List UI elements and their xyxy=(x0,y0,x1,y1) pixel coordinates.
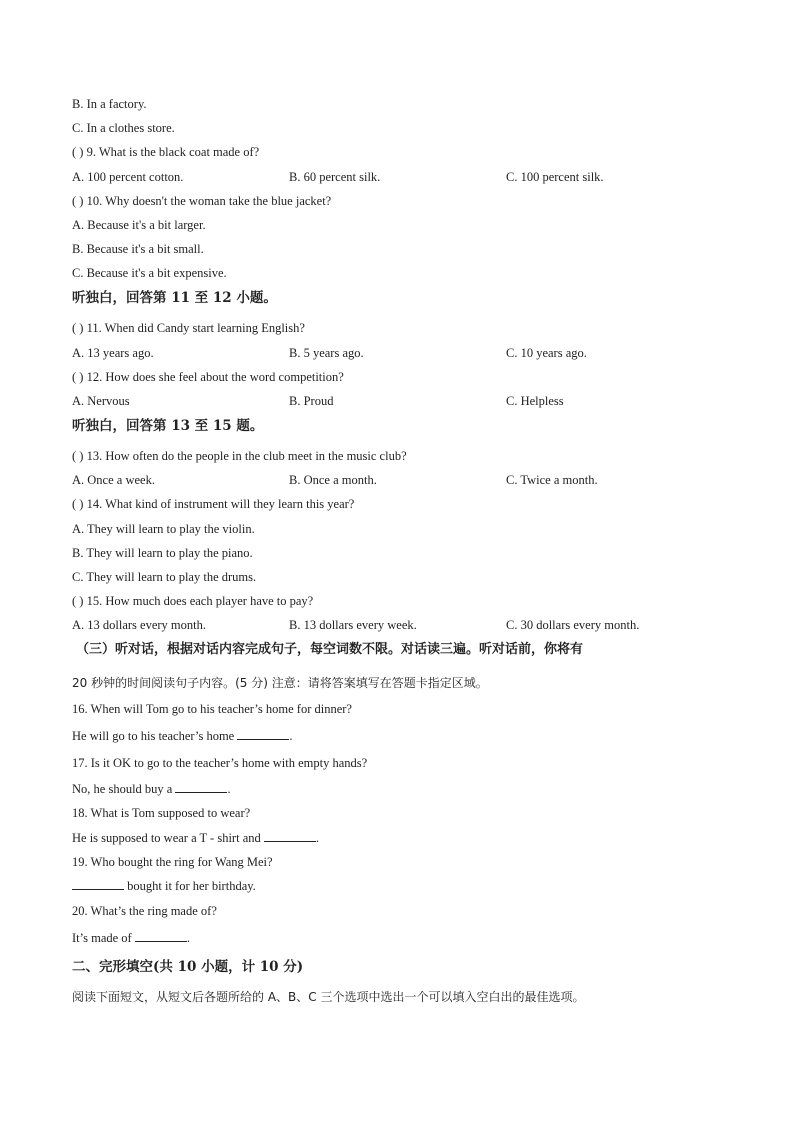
q10-option-c: C. Because it's a bit expensive. xyxy=(72,266,227,280)
q14-option-a: A. They will learn to play the violin. xyxy=(72,522,255,536)
answer-16-text: He will go to his teacher’s home xyxy=(72,729,235,743)
question-15: ( ) 15. How much does each player have to pay? xyxy=(72,594,314,608)
q12-option-c: C. Helpless xyxy=(506,394,564,408)
q14-option-c: C. They will learn to play the drums. xyxy=(72,570,257,584)
section-heading-cloze: 二、完形填空(共 10 小题，计 10 分) xyxy=(72,959,304,975)
answer-20 xyxy=(72,930,190,946)
answer-16-blank[interactable] xyxy=(237,728,289,740)
question-11: ( ) 11. When did Candy start learning English? xyxy=(72,321,305,335)
section-heading-11-12: 听独白，回答第 11 至 12 小题。 xyxy=(72,290,277,306)
q9-option-c: C. 100 percent silk. xyxy=(506,170,604,184)
q11-options xyxy=(72,345,722,361)
answer-18-blank[interactable] xyxy=(264,830,316,842)
question-9: ( ) 9. What is the black coat made of? xyxy=(72,145,260,159)
question-14: ( ) 14. What kind of instrument will they learn this year? xyxy=(72,497,355,511)
q9-options xyxy=(72,169,722,185)
question-12: ( ) 12. How does she feel about the word competition? xyxy=(72,370,344,384)
q8-option-b: B. In a factory. xyxy=(72,97,147,111)
q10-option-b: B. Because it's a bit small. xyxy=(72,242,204,256)
question-16: 16. When will Tom go to his teacher’s home for dinner? xyxy=(72,702,352,716)
q13-option-c: C. Twice a month. xyxy=(506,473,598,487)
answer-18 xyxy=(72,830,319,846)
q15-options xyxy=(72,617,722,633)
q8-option-c: C. In a clothes store. xyxy=(72,121,175,135)
question-13: ( ) 13. How often do the people in the club meet in the music club? xyxy=(72,449,407,463)
answer-17 xyxy=(72,781,231,797)
answer-16 xyxy=(72,728,292,744)
answer-18-period: . xyxy=(315,831,319,845)
q13-option-a: A. Once a week. xyxy=(72,473,155,487)
answer-20-text: It’s made of xyxy=(72,931,132,945)
q9-option-a: A. 100 percent cotton. xyxy=(72,170,184,184)
q13-option-b: B. Once a month. xyxy=(289,473,377,487)
q11-option-a: A. 13 years ago. xyxy=(72,346,154,360)
answer-20-period: . xyxy=(186,931,190,945)
question-10: ( ) 10. Why doesn't the woman take the blue jacket? xyxy=(72,194,332,208)
q15-option-c: C. 30 dollars every month. xyxy=(506,618,640,632)
section-heading-part3: （三）听对话，根据对话内容完成句子，每空词数不限。对话读三遍。听对话前，你将有 xyxy=(76,642,584,657)
answer-19-text: bought it for her birthday. xyxy=(127,879,256,893)
question-17: 17. Is it OK to go to the teacher’s home with empty hands? xyxy=(72,756,368,770)
answer-16-period: . xyxy=(289,729,293,743)
q11-option-c: C. 10 years ago. xyxy=(506,346,587,360)
q15-option-b: B. 13 dollars every week. xyxy=(289,618,417,632)
q12-option-b: B. Proud xyxy=(289,394,334,408)
answer-17-text: No, he should buy a xyxy=(72,782,173,796)
cloze-instructions: 阅读下面短文，从短文后各题所给的 A、B、C 三个选项中选出一个可以填入空白出的最佳选项。 xyxy=(72,990,585,1004)
answer-18-text: He is supposed to wear a T - shirt and xyxy=(72,831,261,845)
answer-20-blank[interactable] xyxy=(135,930,187,942)
q10-option-a: A. Because it's a bit larger. xyxy=(72,218,206,232)
q9-option-b: B. 60 percent silk. xyxy=(289,170,381,184)
question-20: 20. What’s the ring made of? xyxy=(72,904,217,918)
q14-option-b: B. They will learn to play the piano. xyxy=(72,546,253,560)
section-heading-13-15: 听独白，回答第 13 至 15 题。 xyxy=(72,418,264,434)
q13-options xyxy=(72,472,722,488)
q12-option-a: A. Nervous xyxy=(72,394,130,408)
question-18: 18. What is Tom supposed to wear? xyxy=(72,806,251,820)
answer-19 xyxy=(72,878,256,894)
q15-option-a: A. 13 dollars every month. xyxy=(72,618,207,632)
part3-instructions: 20 秒钟的时间阅读句子内容。(5 分) 注意：请将答案填写在答题卡指定区域。 xyxy=(72,676,488,690)
question-19: 19. Who bought the ring for Wang Mei? xyxy=(72,855,273,869)
q12-options xyxy=(72,393,722,409)
q11-option-b: B. 5 years ago. xyxy=(289,346,364,360)
answer-19-blank[interactable] xyxy=(72,878,124,890)
answer-17-blank[interactable] xyxy=(175,781,227,793)
answer-17-period: . xyxy=(227,782,231,796)
